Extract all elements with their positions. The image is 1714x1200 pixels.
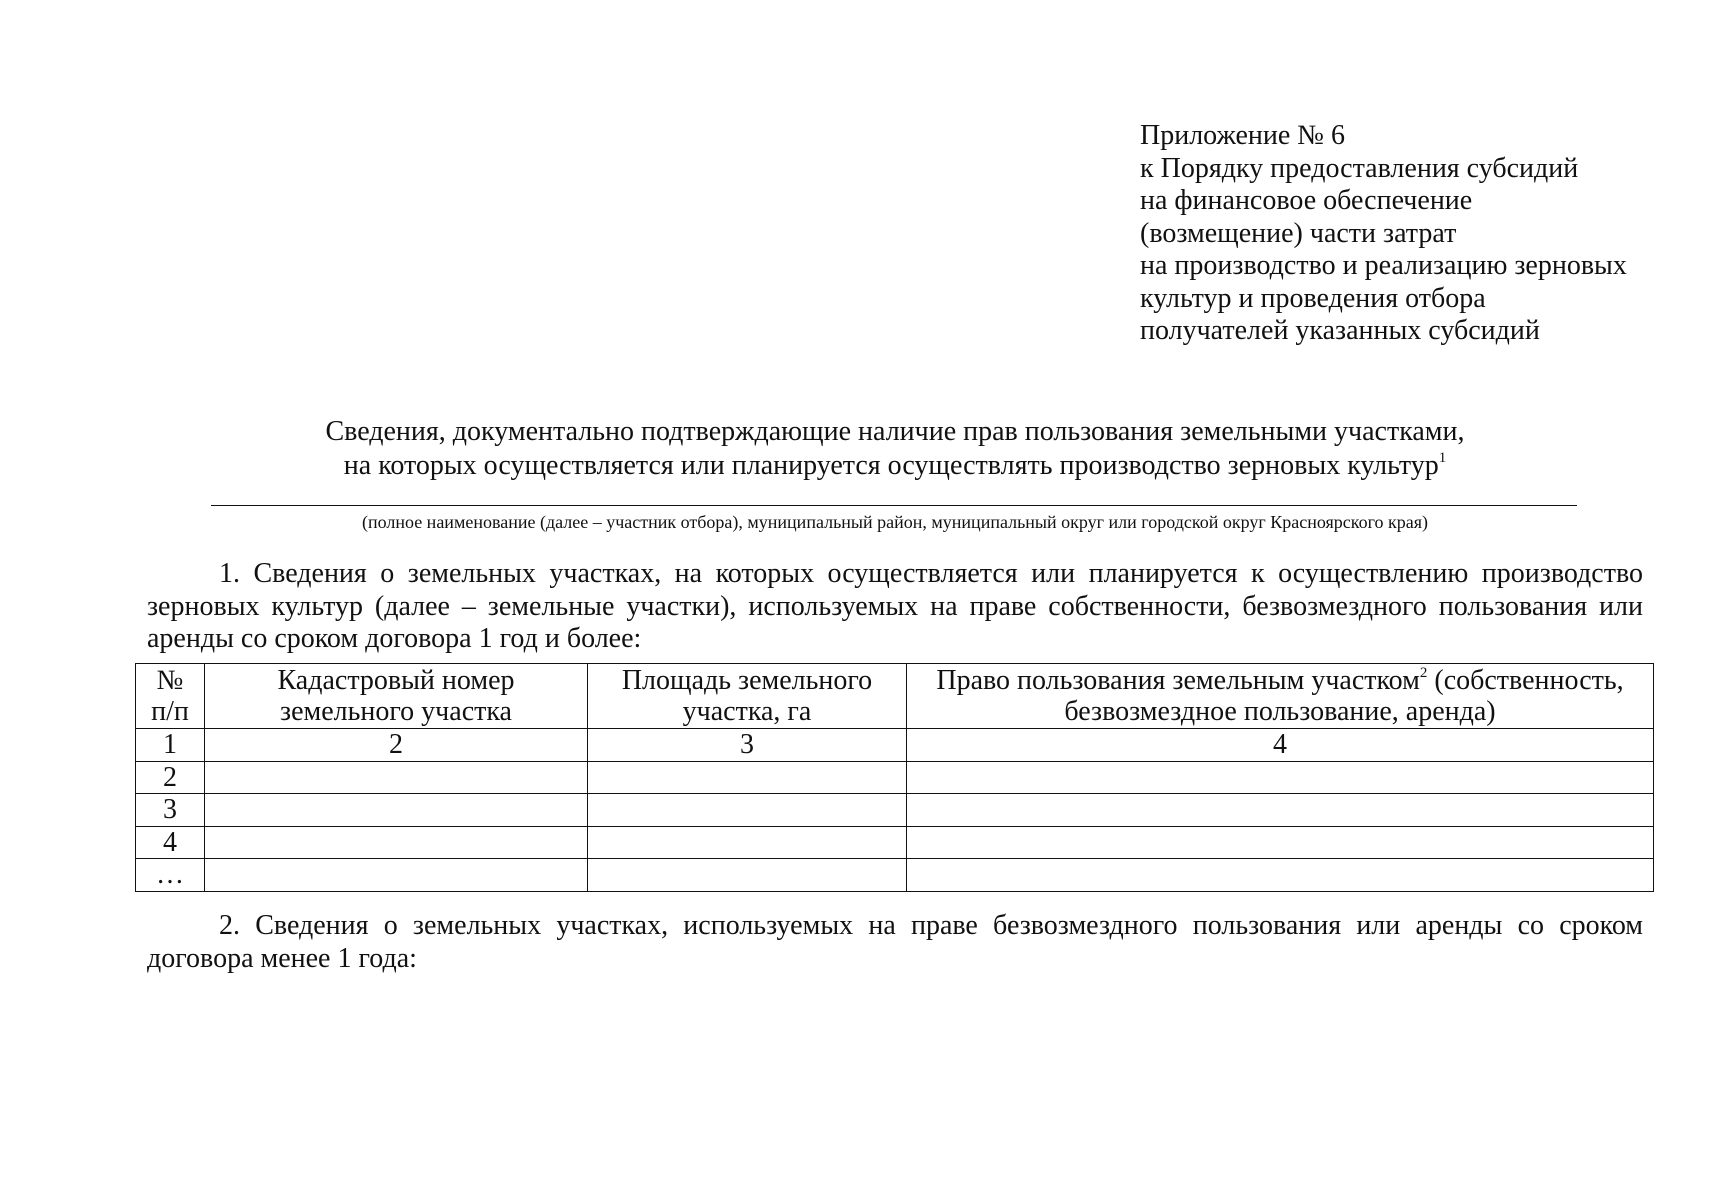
table-cell: 1	[136, 729, 205, 762]
table-cell	[588, 761, 907, 794]
header-usage-text: Право пользования земельным участком	[936, 665, 1420, 696]
table-cell: …	[136, 859, 205, 892]
header-number	[136, 664, 205, 729]
land-plots-table	[135, 663, 1654, 892]
table-cell	[205, 761, 588, 794]
appendix-line: культур и проведения отбора	[1140, 282, 1486, 314]
table-cell	[588, 794, 907, 827]
table-cell	[907, 826, 1654, 859]
header-cadastral-line: Кадастровый номер	[277, 665, 515, 696]
appendix-header	[1140, 120, 1627, 348]
header-usage-line-2: безвозмездное пользование, аренда)	[1064, 696, 1496, 727]
table-row	[136, 761, 1654, 794]
header-area	[588, 664, 907, 729]
title-footnote-mark: 1	[1438, 450, 1447, 466]
appendix-line: получателей указанных субсидий	[1140, 315, 1540, 346]
fill-in-line	[211, 505, 1577, 506]
header-number-line: п/п	[151, 696, 189, 727]
fill-in-caption: (полное наименование (далее – участник отбора), муниципальный район, муниципальный округ или городской округ Красноярского края)	[361, 512, 1429, 532]
header-number-line: №	[156, 665, 184, 696]
title-line-1: Сведения, документально подтверждающие наличие прав пользования земельными участками,	[325, 416, 1465, 447]
title-line-2	[200, 449, 1590, 483]
appendix-line: к Порядку предоставления субсидий	[1140, 152, 1579, 184]
table-cell	[205, 826, 588, 859]
table-cell: 3	[136, 794, 205, 827]
table-header-row	[136, 664, 1654, 729]
table-cell	[907, 761, 1654, 794]
header-area-line: Площадь земельного	[621, 665, 873, 696]
table-row	[136, 729, 1654, 762]
header-cadastral-number	[205, 664, 588, 729]
table-row	[136, 794, 1654, 827]
table-cell: 4	[907, 729, 1654, 762]
table-cell: 4	[136, 826, 205, 859]
table-cell	[907, 859, 1654, 892]
appendix-line: Приложение № 6	[1140, 120, 1345, 151]
table-cell: 3	[588, 729, 907, 762]
table-row	[136, 826, 1654, 859]
document-title	[200, 415, 1590, 483]
section-2-text: 2. Сведения о земельных участках, используемых на праве безвозмездного пользования или аренды со сроком договора менее 1 года:	[147, 910, 1643, 974]
header-usage-tail: (собственность,	[1427, 665, 1624, 696]
header-footnote-mark: 2	[1419, 665, 1428, 681]
appendix-line: (возмещение) части затрат	[1140, 217, 1457, 249]
header-cadastral-line: земельного участка	[280, 696, 512, 727]
appendix-line: на финансовое обеспечение	[1140, 185, 1473, 216]
header-usage-line	[907, 665, 1653, 696]
appendix-line: на производство и реализацию зерновых	[1140, 250, 1627, 281]
table-cell	[588, 826, 907, 859]
table-row	[136, 859, 1654, 892]
header-usage-right	[907, 664, 1654, 729]
table-cell: 2	[136, 761, 205, 794]
table-cell	[588, 859, 907, 892]
table-cell	[907, 794, 1654, 827]
section-1-text: 1. Сведения о земельных участках, на которых осуществляется или планируется к осуществлению производство зерновых культур (далее – земельные участки), используемых на праве собственности, безвозмездного пользования или аренды со сроком договора 1 год и более:	[147, 558, 1643, 654]
header-area-line: участка, га	[682, 696, 812, 727]
table-cell	[205, 859, 588, 892]
title-line-2-text: на которых осуществляется или планируется осуществлять производство зерновых культур	[343, 450, 1439, 481]
table-cell	[205, 794, 588, 827]
table-cell: 2	[205, 729, 588, 762]
